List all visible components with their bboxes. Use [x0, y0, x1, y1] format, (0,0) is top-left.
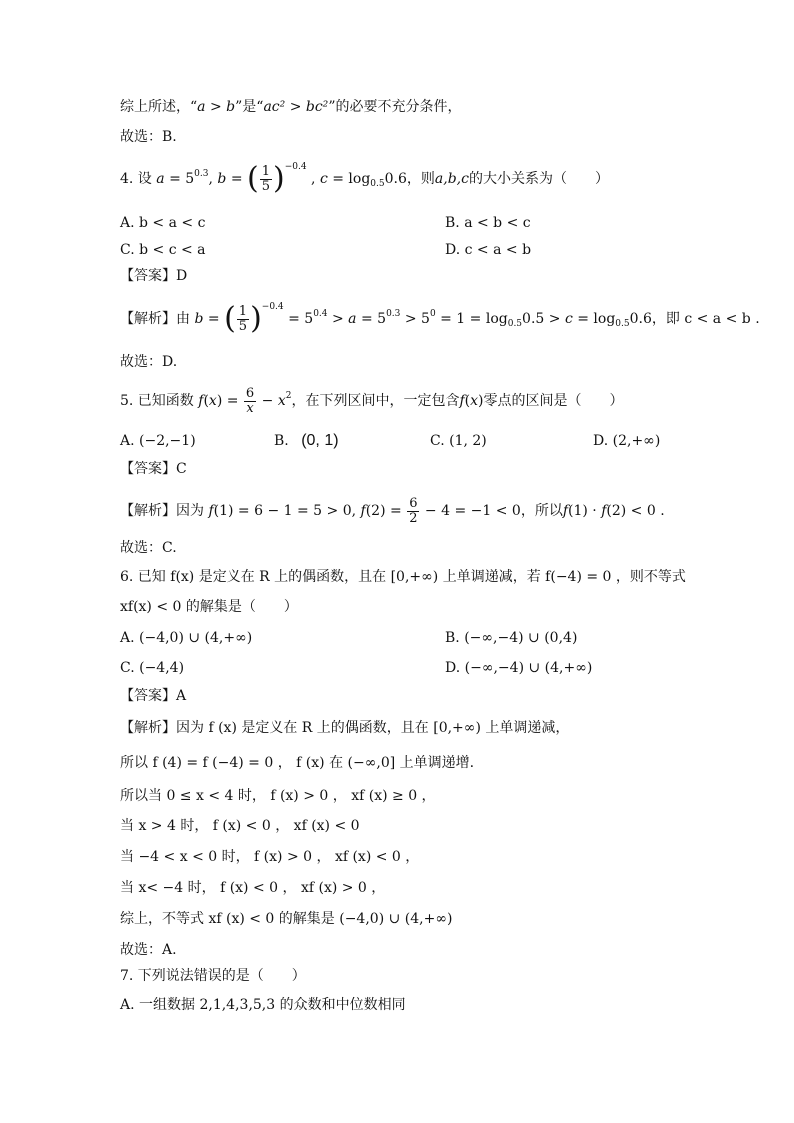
q6-analysis-line: 当 −4 < x < 0 时， f (x) > 0 ， xf (x) < 0 ，	[120, 849, 420, 865]
q4-choose: 故选：D.	[120, 354, 178, 370]
q5-option-c: C. (1, 2)	[430, 433, 487, 449]
question-7-stem: 7. 下列说法错误的是（ ）	[120, 968, 306, 984]
q7-option-a: A. 一组数据 2,1,4,3,5,3 的众数和中位数相同	[120, 997, 406, 1013]
q6-analysis-line: 综上，不等式 xf (x) < 0 的解集是 (−4,0) ∪ (4,+∞)	[120, 911, 453, 927]
q4-analysis: 【解析】由 b = ( $\frac{1}{5}$ )$^{-0.4} = 5^{0.4} > a = 5^{0.3} > 5^0 = 1 = \log_{0.5}0.5 > c = \log_{0.5}0.6$，即 c < a < b .	[120, 301, 760, 336]
q5-option-d: D. (2,+∞)	[593, 433, 661, 449]
q6-option-b: B. (−∞,−4) ∪ (0,4)	[445, 630, 578, 646]
summary-line: 综上所述，“a > b”是“ac² > bc²”的必要不充分条件，	[120, 99, 462, 115]
q6-option-d: D. (−∞,−4) ∪ (4,+∞)	[445, 660, 593, 676]
question-5-stem: 5. 已知函数 f(x) = $\frac{6}{x}$ − $x^2$，在下列区间中，一定包含f(x)零点的区间是（ ）	[120, 385, 624, 416]
q5-choose: 故选：C.	[120, 540, 177, 556]
q4-option-d: D. c < a < b	[445, 242, 532, 258]
q5-analysis: 【解析】因为 f(1) = 6 − 1 = 5 > 0, f(2) = $\frac{6}{2}$ − 4 = −1 < 0，所以f(1) · f(2) < 0 .	[120, 495, 665, 526]
q6-analysis-line: 当 x > 4 时， f (x) < 0 ， xf (x) < 0	[120, 818, 360, 834]
choose-line-prev: 故选：B.	[120, 129, 177, 145]
q5-option-a: A. (−2,−1)	[120, 433, 196, 449]
question-6-stem-line1: 6. 已知 f(x) 是定义在 R 上的偶函数，且在 [0,+∞) 上单调递减，若 f(−4) = 0 ，则不等式	[120, 569, 686, 585]
q6-choose: 故选：A.	[120, 942, 177, 958]
q6-answer: 【答案】A	[120, 688, 187, 704]
q4-answer: 【答案】D	[120, 268, 188, 284]
q6-option-a: A. (−4,0) ∪ (4,+∞)	[120, 630, 253, 646]
q6-analysis-line: 所以 f (4) = f (−4) = 0 ， f (x) 在 (−∞,0] 上单调递增.	[120, 755, 475, 771]
q4-option-b: B. a < b < c	[445, 215, 531, 231]
question-6-stem-line2: xf(x) < 0 的解集是（ ）	[120, 599, 298, 615]
q4-option-c: C. b < c < a	[120, 242, 206, 258]
question-4-stem: 4. 设 $a = 5^{0.3}$, b = ( $\frac{1}{5}$ )$^{-0.4}$ , $c = \log_{0.5}0.6$，则a,b,c的大小关系为（ ）	[120, 161, 609, 196]
q6-option-c: C. (−4,4)	[120, 660, 185, 676]
q5-option-b: B. (0, 1)	[274, 432, 339, 449]
q4-option-a: A. b < a < c	[120, 215, 206, 231]
q6-analysis-line: 当 x< −4 时， f (x) < 0 ， xf (x) > 0 ，	[120, 880, 386, 896]
q6-analysis-line: 所以当 0 ≤ x < 4 时， f (x) > 0 ， xf (x) ≥ 0 ，	[120, 788, 436, 804]
q6-analysis-line: 【解析】因为 f (x) 是定义在 R 上的偶函数，且在 [0,+∞) 上单调递减，	[120, 720, 570, 736]
q5-answer: 【答案】C	[120, 461, 187, 477]
